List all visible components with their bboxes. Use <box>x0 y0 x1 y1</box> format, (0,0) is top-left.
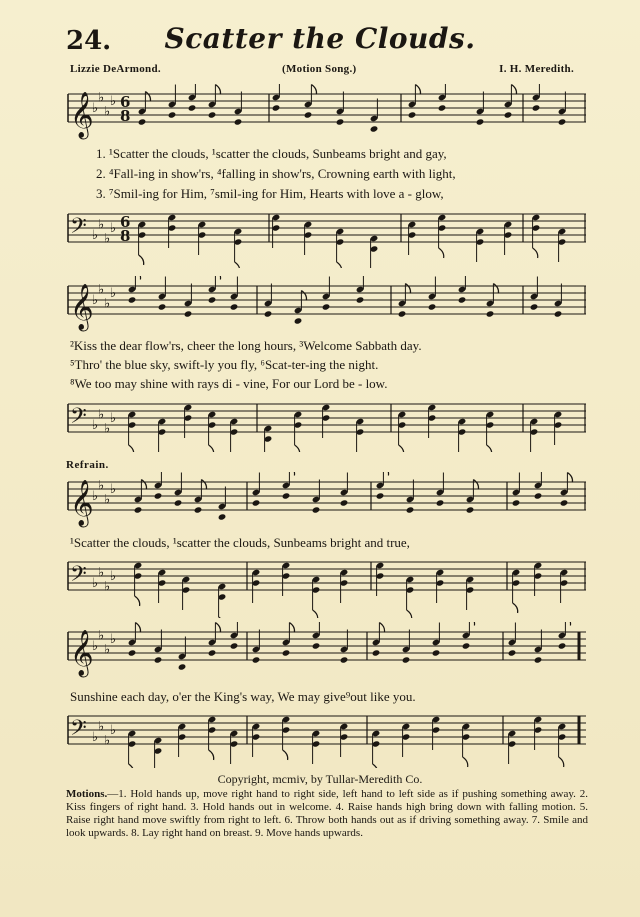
system-3-bass-staff <box>62 552 586 618</box>
verse-3-label: 3. <box>96 186 106 201</box>
svg-text:♭: ♭ <box>104 579 111 595</box>
svg-text:𝄞: 𝄞 <box>70 92 94 138</box>
system-4-bass-staff <box>62 706 586 768</box>
composer-credit: I. H. Meredith. <box>499 63 574 75</box>
svg-text:♭: ♭ <box>92 293 99 308</box>
verse-1-label: 1. <box>96 146 106 161</box>
svg-text:♭: ♭ <box>98 217 105 233</box>
motions-notes <box>66 788 588 840</box>
svg-text:𝄢: 𝄢 <box>70 562 87 592</box>
svg-text:♭: ♭ <box>92 228 99 243</box>
verse-1-line-2: ²Kiss the dear flow'rs, cheer the long hours, ³Welcome Sabbath day. <box>70 338 422 353</box>
svg-text:♭: ♭ <box>104 733 111 749</box>
svg-text:𝄞: 𝄞 <box>70 284 94 330</box>
svg-text:♭: ♭ <box>110 569 117 584</box>
svg-text:8: 8 <box>120 227 131 245</box>
svg-text:♭: ♭ <box>110 411 117 426</box>
svg-text:♭: ♭ <box>98 628 105 644</box>
svg-text:𝄞: 𝄞 <box>70 480 94 526</box>
svg-text:6: 6 <box>120 213 131 231</box>
svg-text:♭: ♭ <box>98 478 105 494</box>
svg-text:♭: ♭ <box>92 489 99 504</box>
svg-text:𝄢: 𝄢 <box>70 214 87 244</box>
svg-text:♭: ♭ <box>98 565 105 581</box>
svg-text:♭: ♭ <box>98 282 105 298</box>
hymn-title: Scatter the Clouds. <box>164 22 476 55</box>
refrain-label: Refrain. <box>66 459 109 471</box>
verse-1-text: ¹Scatter the clouds, ¹scatter the clouds, Sunbeams bright and gay, <box>109 146 447 161</box>
system-2-bass-staff <box>62 396 586 452</box>
verse-3-text: ⁷Smil-ing for Him, ⁷smil-ing for Him, Hearts with love a - glow, <box>109 186 444 201</box>
svg-text:♭: ♭ <box>110 723 117 738</box>
svg-text:♭: ♭ <box>110 632 117 647</box>
verse-2-line-2: ⁵Thro' the blue sky, swift-ly you fly, ⁶Scat-ter-ing the night. <box>70 357 379 372</box>
svg-text:♭: ♭ <box>104 296 111 312</box>
svg-text:♭: ♭ <box>104 231 111 247</box>
motions-text: —1. Hold hands up, move right hand to right side, left hand to left side as if pushing something away. 2. Kiss fingers of right hand. 3. Hold hands out in welcome. 4. Raise hands high bring down with falling motion. 5. Raise right hand move swiftly from right to left. 6. Throw both hands out as if driving something away. 7. Smile and look upwards. 8. Lay right hand on breast. 9. Move hands upwards. <box>66 788 588 839</box>
song-subtitle: (Motion Song.) <box>282 63 357 75</box>
svg-text:𝄢: 𝄢 <box>70 716 87 746</box>
svg-text:8: 8 <box>120 107 131 125</box>
verse-2-line-1 <box>96 166 611 182</box>
refrain-line-2: Sunshine each day, o'er the King's way, We may give⁹out like you. <box>70 689 416 704</box>
svg-text:♭: ♭ <box>110 482 117 497</box>
system-4-treble-staff <box>62 622 586 682</box>
verse-2-text: ⁴Fall-ing in show'rs, ⁴falling in show'rs, Crowning earth with light, <box>109 166 456 181</box>
svg-text:♭: ♭ <box>104 104 111 120</box>
svg-text:♭: ♭ <box>110 221 117 236</box>
verse-2-label: 2. <box>96 166 106 181</box>
system-3-treble-staff <box>62 472 586 532</box>
system-1-treble-staff <box>62 84 586 140</box>
svg-text:𝄢: 𝄢 <box>70 404 87 434</box>
svg-text:♭: ♭ <box>98 90 105 106</box>
verse-3-line-1 <box>96 186 611 202</box>
svg-text:♭: ♭ <box>92 576 99 591</box>
verse-1-line-1 <box>96 146 611 162</box>
copyright-notice: Copyright, mcmiv, by Tullar-Meredith Co. <box>217 772 423 786</box>
svg-text:♭: ♭ <box>98 719 105 735</box>
svg-text:6: 6 <box>120 93 131 111</box>
svg-text:♭: ♭ <box>92 101 99 116</box>
svg-text:♭: ♭ <box>104 421 111 437</box>
svg-text:♭: ♭ <box>92 730 99 745</box>
svg-text:𝄞: 𝄞 <box>70 630 94 676</box>
svg-text:♭: ♭ <box>110 94 117 109</box>
svg-text:♭: ♭ <box>98 407 105 423</box>
system-2-treble-staff <box>62 276 586 336</box>
refrain-line-1: ¹Scatter the clouds, ¹scatter the clouds, Sunbeams bright and true, <box>70 535 410 550</box>
verse-3-line-2: ⁸We too may shine with rays di - vine, For our Lord be - low. <box>70 376 388 391</box>
svg-text:♭: ♭ <box>104 642 111 658</box>
svg-text:♭: ♭ <box>104 492 111 508</box>
system-1-bass-staff <box>62 204 586 268</box>
motions-label: Motions. <box>66 788 108 800</box>
svg-text:♭: ♭ <box>92 418 99 433</box>
hymn-number: 24. <box>66 26 112 56</box>
svg-text:♭: ♭ <box>92 639 99 654</box>
author-credit: Lizzie DeArmond. <box>70 63 161 75</box>
svg-text:♭: ♭ <box>110 286 117 301</box>
